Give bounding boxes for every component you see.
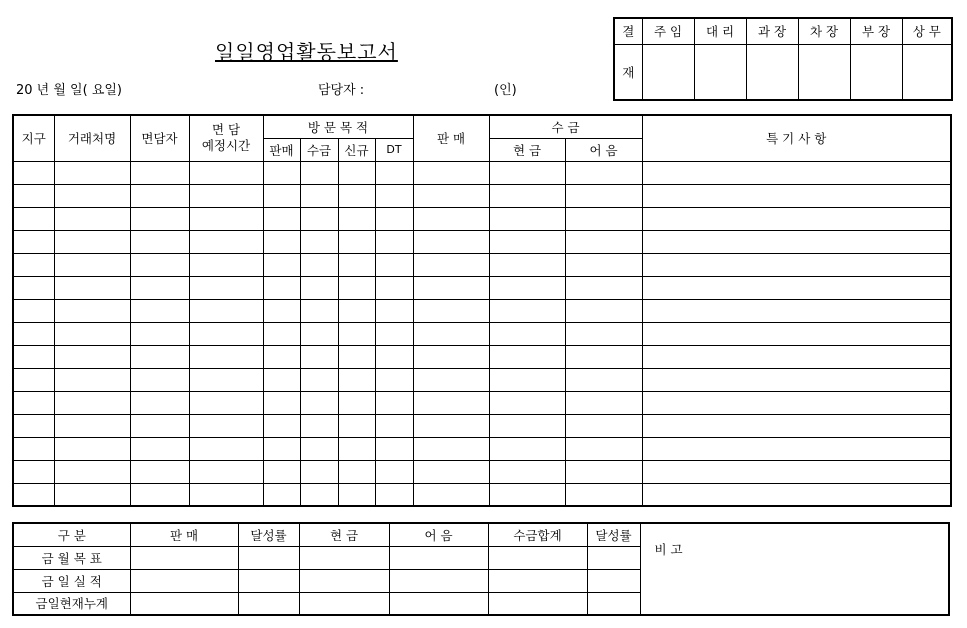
header-purpose-sub: 수금: [300, 138, 338, 161]
entry-cell[interactable]: [375, 483, 413, 506]
entry-cell[interactable]: [13, 368, 54, 391]
entry-cell[interactable]: [130, 207, 189, 230]
entry-cell[interactable]: [565, 322, 642, 345]
approval-label-top: 결: [614, 18, 642, 44]
entry-cell[interactable]: [13, 207, 54, 230]
entry-cell[interactable]: [300, 207, 338, 230]
entry-cell[interactable]: [642, 345, 951, 368]
approval-signature-cell[interactable]: [850, 44, 902, 100]
entry-cell[interactable]: [300, 230, 338, 253]
entry-cell[interactable]: [413, 391, 489, 414]
entry-cell[interactable]: [130, 253, 189, 276]
entry-cell[interactable]: [189, 207, 263, 230]
entry-cell[interactable]: [565, 299, 642, 322]
entry-cell[interactable]: [338, 322, 375, 345]
entry-cell[interactable]: [565, 483, 642, 506]
table-row: [13, 230, 951, 253]
activity-table: [12, 114, 952, 507]
entry-cell[interactable]: [338, 253, 375, 276]
entry-cell[interactable]: [375, 414, 413, 437]
entry-cell[interactable]: [130, 345, 189, 368]
entry-cell[interactable]: [54, 161, 130, 184]
entry-cell[interactable]: [13, 437, 54, 460]
entry-cell[interactable]: [54, 230, 130, 253]
entry-cell[interactable]: [375, 207, 413, 230]
entry-cell[interactable]: [489, 483, 565, 506]
entry-cell[interactable]: [263, 391, 300, 414]
entry-cell[interactable]: [300, 437, 338, 460]
header-meeting-top: 면 담: [211, 122, 241, 138]
manager-label: 담당자 :: [318, 83, 365, 98]
entry-cell[interactable]: [189, 368, 263, 391]
header-collection-sub: 현 금: [489, 138, 565, 161]
summary-cell[interactable]: [587, 569, 640, 592]
entry-cell[interactable]: [489, 391, 565, 414]
entry-cell[interactable]: [413, 483, 489, 506]
header-purpose-sub: 신규: [338, 138, 375, 161]
summary-cell[interactable]: [130, 546, 238, 569]
entry-cell[interactable]: [189, 230, 263, 253]
entry-cell[interactable]: [565, 368, 642, 391]
entry-cell[interactable]: [489, 253, 565, 276]
entry-cell[interactable]: [300, 368, 338, 391]
table-row: [13, 414, 951, 437]
entry-cell[interactable]: [300, 184, 338, 207]
table-row: [13, 391, 951, 414]
entry-cell[interactable]: [300, 253, 338, 276]
entry-cell[interactable]: [263, 184, 300, 207]
entry-cell[interactable]: [130, 391, 189, 414]
entry-cell[interactable]: [263, 368, 300, 391]
entry-cell[interactable]: [565, 253, 642, 276]
entry-cell[interactable]: [189, 322, 263, 345]
entry-cell[interactable]: [189, 437, 263, 460]
entry-cell[interactable]: [413, 184, 489, 207]
entry-cell[interactable]: [263, 345, 300, 368]
entry-cell[interactable]: [375, 437, 413, 460]
entry-cell[interactable]: [130, 276, 189, 299]
entry-cell[interactable]: [263, 414, 300, 437]
entry-cell[interactable]: [642, 299, 951, 322]
entry-cell[interactable]: [263, 299, 300, 322]
entry-cell[interactable]: [489, 460, 565, 483]
entry-cell[interactable]: [642, 437, 951, 460]
summary-cell[interactable]: [488, 592, 587, 615]
entry-cell[interactable]: [489, 230, 565, 253]
entry-cell[interactable]: [263, 483, 300, 506]
summary-cell[interactable]: [587, 592, 640, 615]
summary-table: [12, 522, 950, 616]
summary-row-label: 금 월 목 표: [13, 546, 130, 569]
entry-cell[interactable]: [13, 345, 54, 368]
entry-cell[interactable]: [130, 460, 189, 483]
entry-cell[interactable]: [263, 161, 300, 184]
entry-cell[interactable]: [489, 161, 565, 184]
entry-cell[interactable]: [189, 299, 263, 322]
summary-header: 어 음: [389, 523, 488, 546]
report-title: 일일영업활동보고서: [215, 40, 398, 64]
entry-cell[interactable]: [413, 230, 489, 253]
entry-cell[interactable]: [642, 483, 951, 506]
entry-cell[interactable]: [375, 345, 413, 368]
entry-cell[interactable]: [642, 414, 951, 437]
summary-cell[interactable]: [389, 592, 488, 615]
entry-cell[interactable]: [489, 368, 565, 391]
entry-cell[interactable]: [413, 437, 489, 460]
entry-cell[interactable]: [413, 368, 489, 391]
entry-cell[interactable]: [338, 207, 375, 230]
header-purpose-sub: DT: [375, 138, 413, 161]
entry-cell[interactable]: [338, 345, 375, 368]
entry-cell[interactable]: [300, 161, 338, 184]
entry-cell[interactable]: [263, 253, 300, 276]
entry-cell[interactable]: [54, 276, 130, 299]
entry-cell[interactable]: [375, 161, 413, 184]
entry-cell[interactable]: [54, 299, 130, 322]
entry-cell[interactable]: [642, 276, 951, 299]
entry-cell[interactable]: [130, 184, 189, 207]
approval-signature-cell[interactable]: [798, 44, 850, 100]
entry-cell[interactable]: [565, 460, 642, 483]
entry-cell[interactable]: [338, 414, 375, 437]
table-row: [13, 161, 951, 184]
header-sales: 판 매: [413, 115, 489, 161]
entry-cell[interactable]: [130, 230, 189, 253]
entry-cell[interactable]: [338, 391, 375, 414]
entry-cell[interactable]: [565, 184, 642, 207]
entry-cell[interactable]: [263, 230, 300, 253]
entry-cell[interactable]: [489, 184, 565, 207]
entry-cell[interactable]: [300, 460, 338, 483]
entry-cell[interactable]: [642, 184, 951, 207]
entry-cell[interactable]: [189, 161, 263, 184]
approval-signature-cell[interactable]: [902, 44, 952, 100]
entry-cell[interactable]: [13, 184, 54, 207]
entry-cell[interactable]: [413, 322, 489, 345]
entry-cell[interactable]: [130, 299, 189, 322]
summary-cell[interactable]: [130, 569, 238, 592]
summary-header: 구 분: [13, 523, 130, 546]
entry-cell[interactable]: [375, 184, 413, 207]
entry-cell[interactable]: [300, 414, 338, 437]
entry-cell[interactable]: [413, 207, 489, 230]
entry-cell[interactable]: [130, 161, 189, 184]
entry-cell[interactable]: [489, 207, 565, 230]
summary-row-label: 금일현재누계: [13, 592, 130, 615]
entry-cell[interactable]: [54, 483, 130, 506]
entry-cell[interactable]: [642, 322, 951, 345]
entry-cell[interactable]: [189, 345, 263, 368]
entry-cell[interactable]: [130, 437, 189, 460]
entry-cell[interactable]: [263, 276, 300, 299]
table-row: [13, 184, 951, 207]
entry-cell[interactable]: [565, 437, 642, 460]
summary-row-label: 금 일 실 적: [13, 569, 130, 592]
entry-cell[interactable]: [300, 276, 338, 299]
approval-label-bottom: 재: [614, 44, 642, 100]
entry-cell[interactable]: [642, 207, 951, 230]
entry-cell[interactable]: [413, 253, 489, 276]
summary-cell[interactable]: [299, 592, 389, 615]
entry-cell[interactable]: [300, 483, 338, 506]
table-row: [13, 437, 951, 460]
table-row: [13, 345, 951, 368]
summary-header: 달성률: [238, 523, 299, 546]
entry-cell[interactable]: [13, 483, 54, 506]
table-row: [13, 483, 951, 506]
entry-cell[interactable]: [130, 483, 189, 506]
entry-cell[interactable]: [489, 437, 565, 460]
entry-cell[interactable]: [413, 299, 489, 322]
entry-cell[interactable]: [13, 253, 54, 276]
entry-cell[interactable]: [189, 483, 263, 506]
entry-cell[interactable]: [338, 368, 375, 391]
summary-cell[interactable]: [587, 546, 640, 569]
entry-cell[interactable]: [189, 276, 263, 299]
entry-cell[interactable]: [189, 414, 263, 437]
header-collection-sub: 어 음: [565, 138, 642, 161]
approval-role: 부 장: [850, 18, 902, 44]
summary-header: 수금합계: [488, 523, 587, 546]
remark-label: 비 고: [654, 542, 683, 557]
approval-role: 대 리: [694, 18, 746, 44]
entry-cell[interactable]: [300, 345, 338, 368]
summary-cell[interactable]: [299, 546, 389, 569]
entry-cell[interactable]: [54, 207, 130, 230]
entry-cell[interactable]: [489, 322, 565, 345]
table-row: [13, 322, 951, 345]
header-meeting-bottom: 예정시간: [201, 138, 251, 154]
entry-cell[interactable]: [413, 414, 489, 437]
entry-cell[interactable]: [565, 276, 642, 299]
approval-signature-cell[interactable]: [642, 44, 694, 100]
header-contact: 면담자: [130, 115, 189, 161]
table-row: [13, 460, 951, 483]
entry-cell[interactable]: [13, 276, 54, 299]
entry-cell[interactable]: [13, 299, 54, 322]
approval-role: 주 임: [642, 18, 694, 44]
table-row: [13, 299, 951, 322]
entry-cell[interactable]: [375, 230, 413, 253]
entry-cell[interactable]: [13, 322, 54, 345]
entry-cell[interactable]: [54, 322, 130, 345]
entry-cell[interactable]: [565, 391, 642, 414]
entry-cell[interactable]: [375, 253, 413, 276]
table-row: [13, 276, 951, 299]
entry-cell[interactable]: [300, 299, 338, 322]
entry-cell[interactable]: [413, 460, 489, 483]
entry-cell[interactable]: [130, 322, 189, 345]
summary-cell[interactable]: [238, 546, 299, 569]
entry-cell[interactable]: [642, 161, 951, 184]
entry-cell[interactable]: [338, 276, 375, 299]
entry-cell[interactable]: [54, 253, 130, 276]
approval-role: 차 장: [798, 18, 850, 44]
entry-cell[interactable]: [54, 437, 130, 460]
entry-cell[interactable]: [189, 184, 263, 207]
entry-cell[interactable]: [375, 322, 413, 345]
table-row: [13, 368, 951, 391]
entry-cell[interactable]: [263, 460, 300, 483]
entry-cell[interactable]: [642, 230, 951, 253]
summary-cell[interactable]: [389, 569, 488, 592]
entry-cell[interactable]: [375, 368, 413, 391]
entry-cell[interactable]: [13, 414, 54, 437]
entry-cell[interactable]: [13, 230, 54, 253]
approval-role: 상 무: [902, 18, 952, 44]
entry-cell[interactable]: [489, 414, 565, 437]
header-region: 지구: [13, 115, 54, 161]
summary-header: 달성률: [587, 523, 640, 546]
entry-cell[interactable]: [413, 161, 489, 184]
entry-cell[interactable]: [130, 414, 189, 437]
entry-cell[interactable]: [375, 460, 413, 483]
entry-cell[interactable]: [300, 322, 338, 345]
entry-cell[interactable]: [189, 460, 263, 483]
entry-cell[interactable]: [54, 391, 130, 414]
entry-cell[interactable]: [54, 460, 130, 483]
entry-cell[interactable]: [413, 276, 489, 299]
entry-cell[interactable]: [13, 460, 54, 483]
header-collection: 수 금: [489, 115, 642, 138]
entry-cell[interactable]: [375, 299, 413, 322]
entry-cell[interactable]: [130, 368, 189, 391]
summary-cell[interactable]: [238, 592, 299, 615]
entry-cell[interactable]: [13, 391, 54, 414]
entry-cell[interactable]: [54, 368, 130, 391]
summary-cell[interactable]: [299, 569, 389, 592]
entry-cell[interactable]: [189, 391, 263, 414]
entry-cell[interactable]: [13, 161, 54, 184]
entry-cell[interactable]: [413, 345, 489, 368]
header-purpose-sub: 판매: [263, 138, 300, 161]
summary-header: 현 금: [299, 523, 389, 546]
entry-cell[interactable]: [54, 345, 130, 368]
entry-cell[interactable]: [263, 437, 300, 460]
entry-cell[interactable]: [489, 345, 565, 368]
table-row: [13, 253, 951, 276]
approval-table: [613, 17, 953, 101]
entry-cell[interactable]: [189, 253, 263, 276]
remark-cell[interactable]: [640, 523, 949, 615]
entry-cell[interactable]: [338, 460, 375, 483]
header-client: 거래처명: [54, 115, 130, 161]
entry-cell[interactable]: [565, 230, 642, 253]
entry-cell[interactable]: [54, 414, 130, 437]
entry-cell[interactable]: [642, 253, 951, 276]
entry-cell[interactable]: [263, 322, 300, 345]
entry-cell[interactable]: [338, 437, 375, 460]
header-meeting-time: [189, 115, 263, 161]
seal-label: (인): [494, 83, 517, 98]
header-notes: 특 기 사 항: [642, 115, 951, 161]
entry-cell[interactable]: [642, 368, 951, 391]
entry-cell[interactable]: [338, 184, 375, 207]
entry-cell[interactable]: [338, 299, 375, 322]
approval-signature-cell[interactable]: [694, 44, 746, 100]
entry-cell[interactable]: [338, 230, 375, 253]
date-line: 20 년 월 일( 요일): [16, 83, 123, 98]
summary-cell[interactable]: [389, 546, 488, 569]
entry-cell[interactable]: [338, 161, 375, 184]
table-row: [13, 207, 951, 230]
entry-cell[interactable]: [338, 483, 375, 506]
entry-cell[interactable]: [375, 276, 413, 299]
approval-signature-cell[interactable]: [746, 44, 798, 100]
summary-header: 판 매: [130, 523, 238, 546]
entry-cell[interactable]: [375, 391, 413, 414]
entry-cell[interactable]: [565, 414, 642, 437]
summary-cell[interactable]: [238, 569, 299, 592]
entry-cell[interactable]: [263, 207, 300, 230]
entry-cell[interactable]: [565, 345, 642, 368]
approval-role: 과 장: [746, 18, 798, 44]
entry-cell[interactable]: [489, 276, 565, 299]
entry-cell[interactable]: [300, 391, 338, 414]
header-visit-purpose: 방 문 목 적: [263, 115, 413, 138]
entry-cell[interactable]: [54, 184, 130, 207]
entry-cell[interactable]: [565, 161, 642, 184]
summary-cell[interactable]: [130, 592, 238, 615]
summary-cell[interactable]: [488, 546, 587, 569]
entry-cell[interactable]: [642, 391, 951, 414]
summary-cell[interactable]: [488, 569, 587, 592]
entry-cell[interactable]: [642, 460, 951, 483]
entry-cell[interactable]: [489, 299, 565, 322]
entry-cell[interactable]: [565, 207, 642, 230]
